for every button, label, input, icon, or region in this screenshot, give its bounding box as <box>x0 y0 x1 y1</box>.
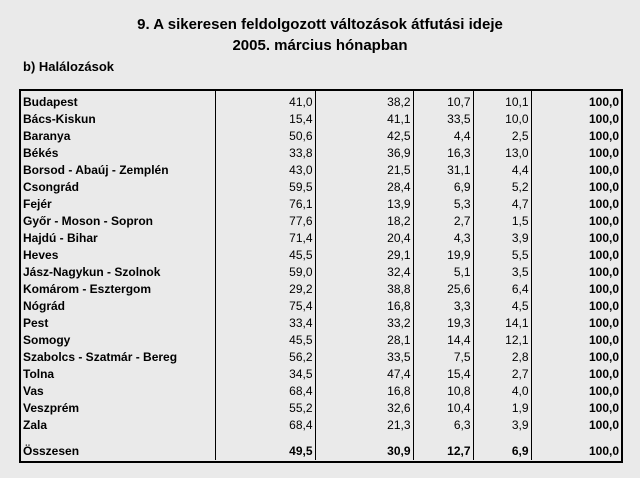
percent-cell: 38,8 <box>315 281 413 298</box>
percent-cell: 18,2 <box>315 213 413 230</box>
region-name: Összesen <box>21 443 215 460</box>
percent-cell: 68,4 <box>215 417 315 434</box>
total-percent-cell: 100,0 <box>588 444 619 458</box>
percent-cell: 33,5 <box>315 349 413 366</box>
total-percent-cell: 100,0 <box>588 401 619 415</box>
percent-cell: 2,8 <box>473 349 531 366</box>
table-row <box>21 111 621 128</box>
percent-cell: 1,9 <box>473 400 531 417</box>
percent-cell: 16,8 <box>315 383 413 400</box>
percent-cell: 2,7 <box>413 213 473 230</box>
percent-cell: 16,8 <box>315 298 413 315</box>
percent-cell: 4,4 <box>473 162 531 179</box>
spacer-row <box>21 434 621 443</box>
spacer-cell <box>21 434 215 443</box>
percent-cell: 10,1 <box>473 91 531 111</box>
percent-cell: 14,1 <box>473 315 531 332</box>
table-row <box>21 366 621 383</box>
percent-cell: 5,5 <box>473 247 531 264</box>
percent-cell: 6,3 <box>413 417 473 434</box>
percent-cell: 75,4 <box>215 298 315 315</box>
region-name: Budapest <box>21 91 215 111</box>
percent-cell: 33,8 <box>215 145 315 162</box>
percent-cell: 41,0 <box>215 91 315 111</box>
percent-cell: 31,1 <box>413 162 473 179</box>
total-percent-cell: 100,0 <box>588 299 619 313</box>
percent-cell: 21,3 <box>315 417 413 434</box>
region-name: Heves <box>21 247 215 264</box>
region-name: Nógrád <box>21 298 215 315</box>
percent-cell: 28,1 <box>315 332 413 349</box>
total-percent-cell: 100,0 <box>588 112 619 126</box>
table-row <box>21 281 621 298</box>
total-percent-cell: 100,0 <box>588 95 619 109</box>
percent-cell: 15,4 <box>215 111 315 128</box>
table-row <box>21 247 621 264</box>
total-percent-cell: 100,0 <box>588 214 619 228</box>
total-percent-cell: 100,0 <box>588 333 619 347</box>
percent-cell: 19,3 <box>413 315 473 332</box>
spacer-cell <box>531 434 621 443</box>
table-row <box>21 349 621 366</box>
percent-cell: 14,4 <box>413 332 473 349</box>
percent-cell: 13,9 <box>315 196 413 213</box>
region-name: Győr - Moson - Sopron <box>21 213 215 230</box>
percent-cell: 33,5 <box>413 111 473 128</box>
table-row <box>21 179 621 196</box>
region-name: Tolna <box>21 366 215 383</box>
title-line-1: 9. A sikeresen feldolgozott változások átfutási ideje <box>137 16 503 33</box>
percent-cell: 15,4 <box>413 366 473 383</box>
percent-cell: 19,9 <box>413 247 473 264</box>
table-row <box>21 400 621 417</box>
percent-cell: 10,7 <box>413 91 473 111</box>
percent-cell: 68,4 <box>215 383 315 400</box>
region-name: Komárom - Esztergom <box>21 281 215 298</box>
data-table-container <box>19 89 623 463</box>
region-name: Csongrád <box>21 179 215 196</box>
region-name: Vas <box>21 383 215 400</box>
percent-cell: 42,5 <box>315 128 413 145</box>
region-name: Zala <box>21 417 215 434</box>
percent-cell: 3,9 <box>473 230 531 247</box>
percent-cell: 4,3 <box>413 230 473 247</box>
percent-cell: 25,6 <box>413 281 473 298</box>
percent-cell: 49,5 <box>215 443 315 460</box>
percent-cell: 47,4 <box>315 366 413 383</box>
percent-cell: 3,5 <box>473 264 531 281</box>
percent-cell: 12,7 <box>413 443 473 460</box>
percent-cell: 12,1 <box>473 332 531 349</box>
percent-cell: 33,4 <box>215 315 315 332</box>
percent-cell: 5,3 <box>413 196 473 213</box>
percent-cell: 76,1 <box>215 196 315 213</box>
total-percent-cell: 100,0 <box>588 248 619 262</box>
percent-cell: 5,2 <box>473 179 531 196</box>
percent-cell: 10,4 <box>413 400 473 417</box>
region-name: Borsod - Abaúj - Zemplén <box>21 162 215 179</box>
region-name: Pest <box>21 315 215 332</box>
total-percent-cell: 100,0 <box>588 146 619 160</box>
percent-cell: 36,9 <box>315 145 413 162</box>
percent-cell: 34,5 <box>215 366 315 383</box>
percent-cell: 3,9 <box>473 417 531 434</box>
percent-cell: 55,2 <box>215 400 315 417</box>
percent-cell: 28,4 <box>315 179 413 196</box>
percent-cell: 43,0 <box>215 162 315 179</box>
region-name: Szabolcs - Szatmár - Bereg <box>21 349 215 366</box>
percent-cell: 4,4 <box>413 128 473 145</box>
percent-cell: 32,4 <box>315 264 413 281</box>
table-row <box>21 230 621 247</box>
percent-cell: 10,8 <box>413 383 473 400</box>
region-name: Békés <box>21 145 215 162</box>
percent-cell: 13,0 <box>473 145 531 162</box>
total-percent-cell: 100,0 <box>588 350 619 364</box>
percent-cell: 4,5 <box>473 298 531 315</box>
total-percent-cell: 100,0 <box>588 180 619 194</box>
total-percent-cell: 100,0 <box>588 265 619 279</box>
spacer-cell <box>413 434 473 443</box>
percent-cell: 30,9 <box>315 443 413 460</box>
percent-cell: 2,5 <box>473 128 531 145</box>
data-table <box>21 91 621 460</box>
table-row <box>21 213 621 230</box>
percent-cell: 4,7 <box>473 196 531 213</box>
region-name: Jász-Nagykun - Szolnok <box>21 264 215 281</box>
percent-cell: 16,3 <box>413 145 473 162</box>
percent-cell: 3,3 <box>413 298 473 315</box>
percent-cell: 1,5 <box>473 213 531 230</box>
percent-cell: 21,5 <box>315 162 413 179</box>
region-name: Hajdú - Bihar <box>21 230 215 247</box>
percent-cell: 10,0 <box>473 111 531 128</box>
region-name: Fejér <box>21 196 215 213</box>
spacer-cell <box>473 434 531 443</box>
table-subtitle: b) Halálozások <box>23 59 115 74</box>
region-name: Somogy <box>21 332 215 349</box>
percent-cell: 32,6 <box>315 400 413 417</box>
percent-cell: 56,2 <box>215 349 315 366</box>
total-row <box>21 443 621 460</box>
total-percent-cell: 100,0 <box>588 231 619 245</box>
table-row <box>21 383 621 400</box>
percent-cell: 33,2 <box>315 315 413 332</box>
table-row <box>21 315 621 332</box>
table-row <box>21 417 621 434</box>
percent-cell: 41,1 <box>315 111 413 128</box>
table-row <box>21 264 621 281</box>
percent-cell: 29,1 <box>315 247 413 264</box>
percent-cell: 50,6 <box>215 128 315 145</box>
percent-cell: 59,0 <box>215 264 315 281</box>
total-percent-cell: 100,0 <box>588 316 619 330</box>
percent-cell: 45,5 <box>215 332 315 349</box>
total-percent-cell: 100,0 <box>588 197 619 211</box>
percent-cell: 38,2 <box>315 91 413 111</box>
table-row <box>21 91 621 111</box>
percent-cell: 7,5 <box>413 349 473 366</box>
percent-cell: 20,4 <box>315 230 413 247</box>
percent-cell: 77,6 <box>215 213 315 230</box>
spacer-cell <box>315 434 413 443</box>
total-percent-cell: 100,0 <box>588 163 619 177</box>
percent-cell: 29,2 <box>215 281 315 298</box>
percent-cell: 2,7 <box>473 366 531 383</box>
table-row <box>21 332 621 349</box>
table-row <box>21 196 621 213</box>
table-body <box>21 91 621 460</box>
total-percent-cell: 100,0 <box>588 282 619 296</box>
percent-cell: 59,5 <box>215 179 315 196</box>
table-row <box>21 145 621 162</box>
percent-cell: 45,5 <box>215 247 315 264</box>
region-name: Baranya <box>21 128 215 145</box>
percent-cell: 71,4 <box>215 230 315 247</box>
percent-cell: 6,4 <box>473 281 531 298</box>
table-row <box>21 298 621 315</box>
percent-cell: 6,9 <box>413 179 473 196</box>
region-name: Bács-Kiskun <box>21 111 215 128</box>
table-row <box>21 162 621 179</box>
table-row <box>21 128 621 145</box>
title-line-2: 2005. március hónapban <box>232 37 408 54</box>
total-percent-cell: 100,0 <box>588 129 619 143</box>
total-percent-cell: 100,0 <box>588 418 619 432</box>
percent-cell: 6,9 <box>473 443 531 460</box>
percent-cell: 4,0 <box>473 383 531 400</box>
percent-cell: 5,1 <box>413 264 473 281</box>
total-percent-cell: 100,0 <box>588 384 619 398</box>
page-title <box>0 14 640 56</box>
region-name: Veszprém <box>21 400 215 417</box>
total-percent-cell: 100,0 <box>588 367 619 381</box>
spacer-cell <box>215 434 315 443</box>
